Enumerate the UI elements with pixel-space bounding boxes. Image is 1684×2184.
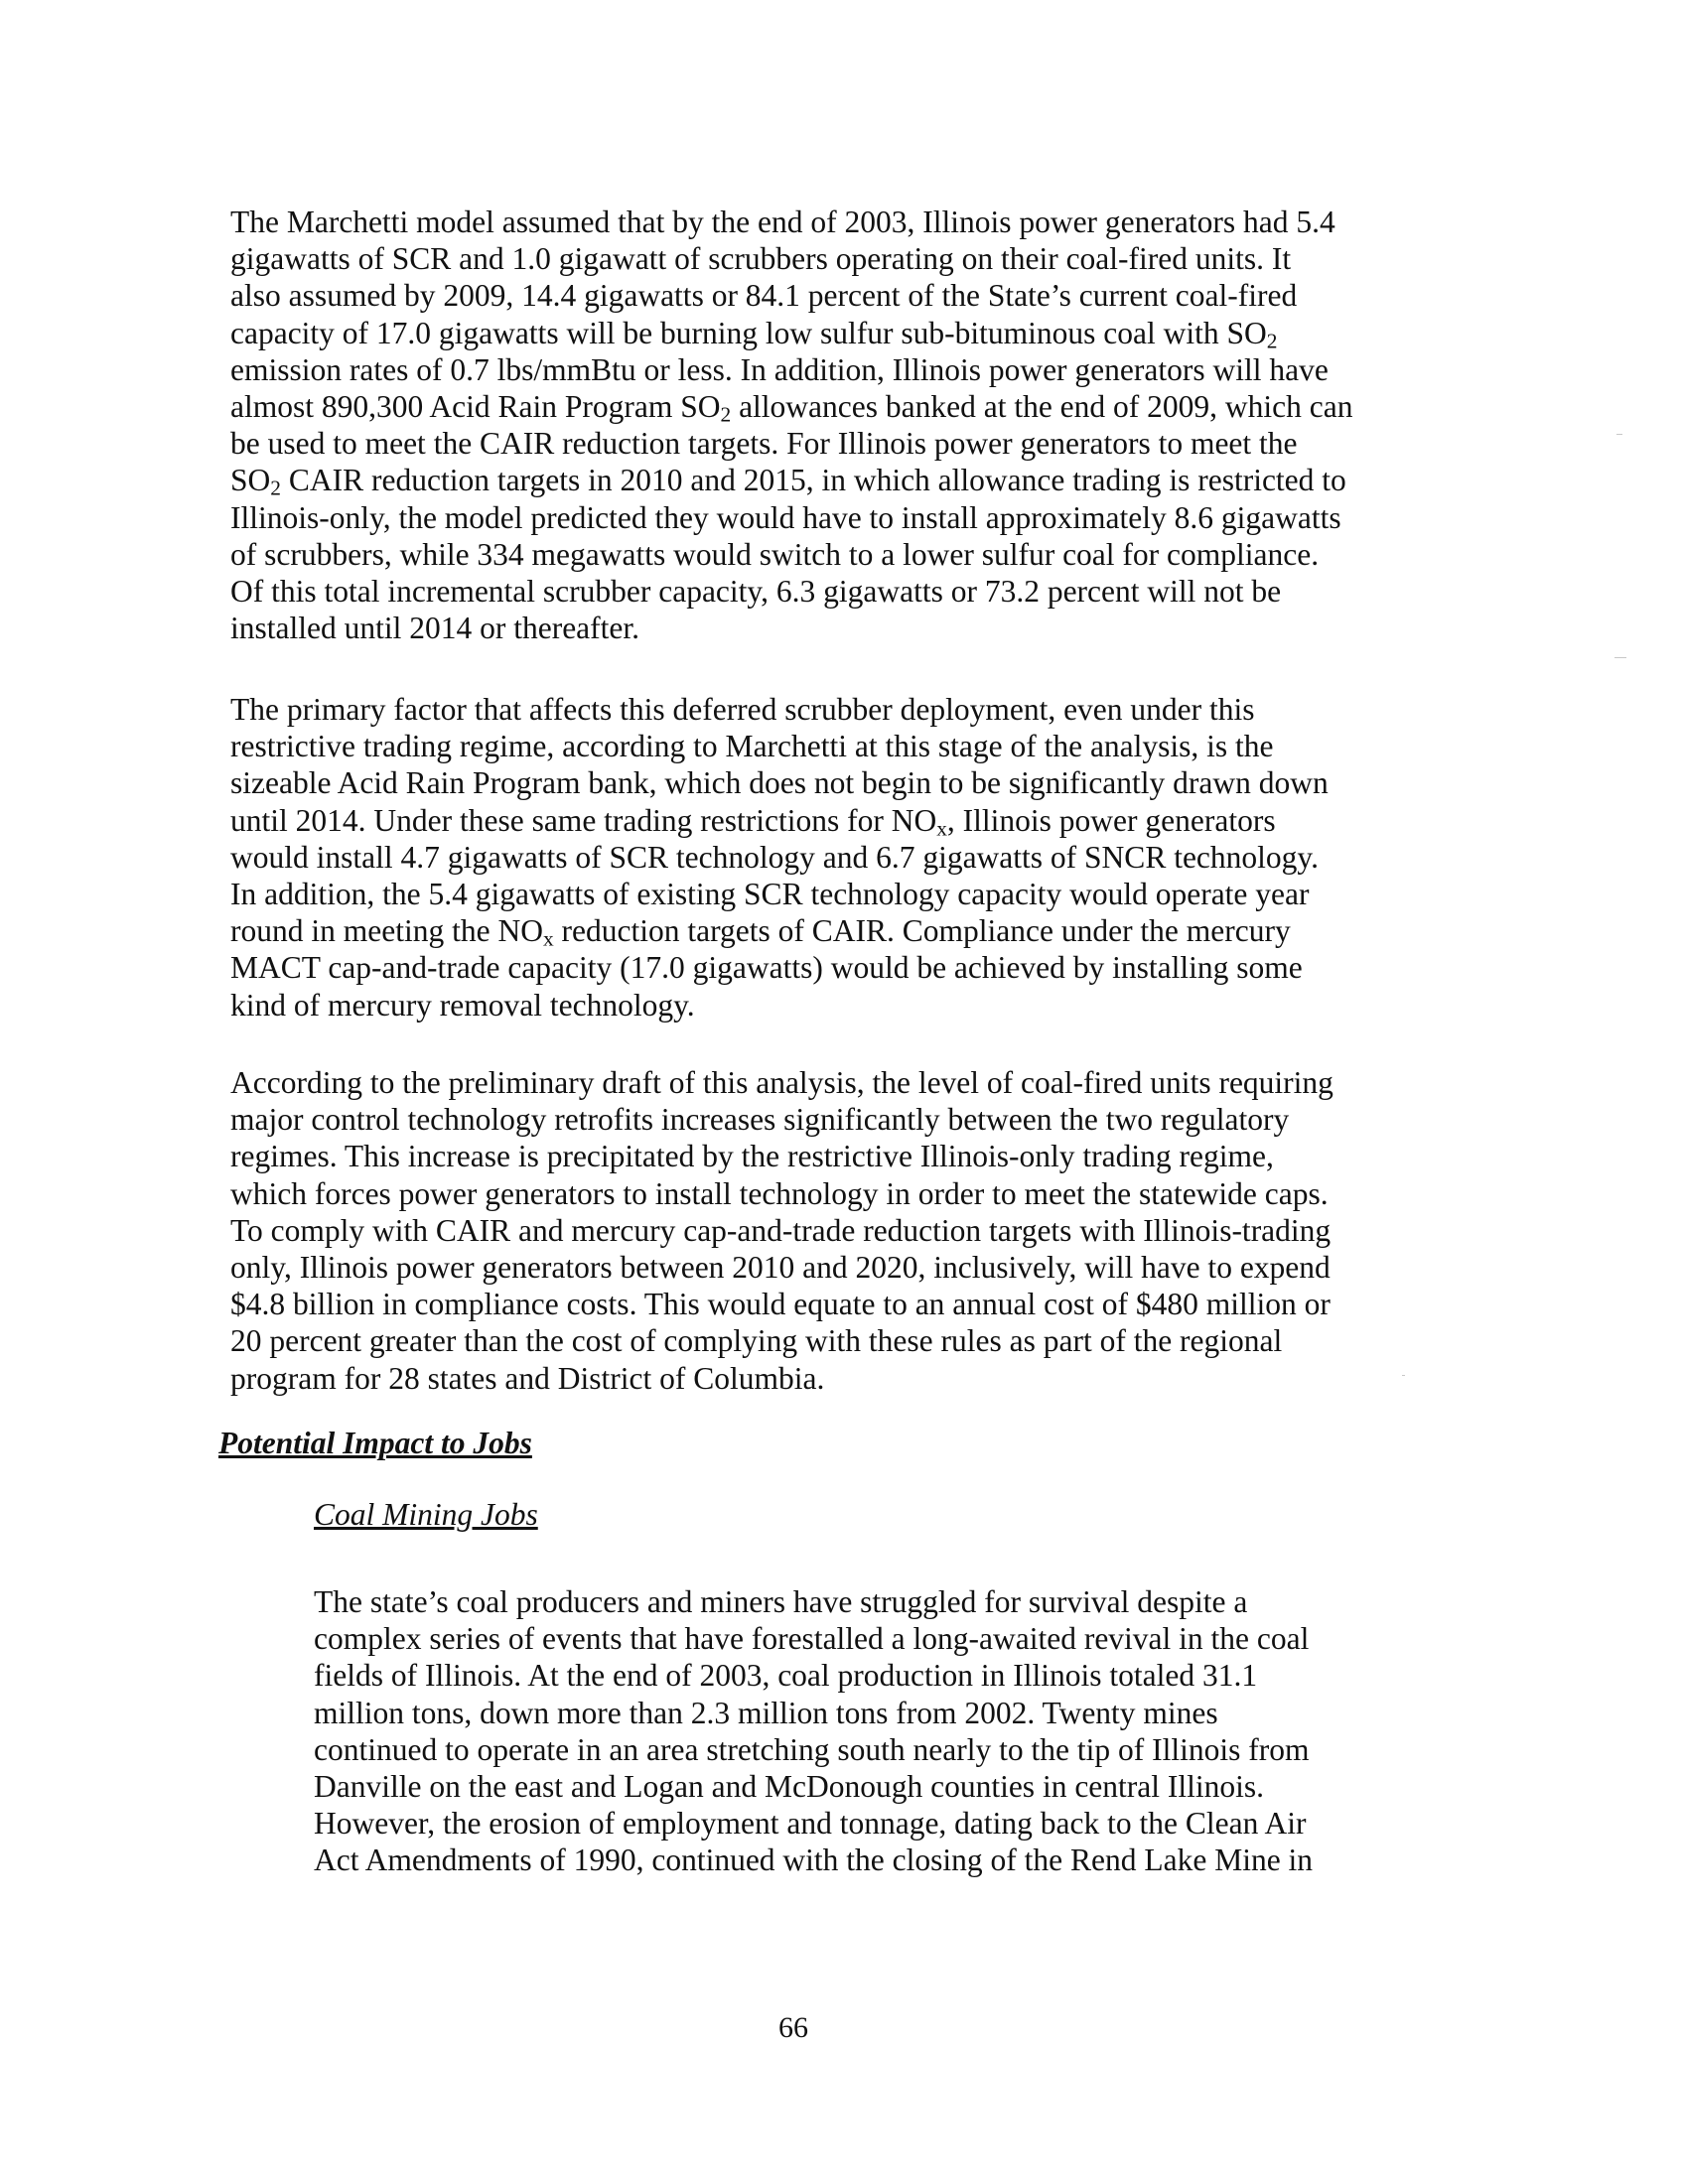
text-segment: round in meeting the NO: [230, 913, 543, 949]
paragraph-coal-producers: [314, 1583, 1313, 1879]
text-line: [314, 1731, 1313, 1768]
text-line: [230, 949, 1329, 986]
text-segment: emission rates of 0.7 lbs/mmBtu or less. In addition, Illinois power generators will have: [230, 351, 1329, 387]
subscript: x: [542, 926, 554, 951]
text-segment: Illinois-only, the model predicted they would have to install approximately 8.6 gigawatts: [230, 499, 1341, 535]
text-segment: almost 890,300 Acid Rain Program SO: [230, 389, 721, 425]
text-segment: capacity of 17.0 gigawatts will be burning low sulfur sub-bituminous coal with SO: [230, 315, 1267, 350]
paragraph-preliminary-draft: [230, 1064, 1333, 1397]
text-segment: until 2014. Under these same trading restrictions for NO: [230, 802, 937, 838]
text-line: [230, 728, 1329, 764]
scan-speck: [1614, 657, 1626, 658]
text-segment: restrictive trading regime, according to Marchetti at this stage of the analysis, is the: [230, 729, 1274, 764]
text-segment: However, the erosion of employment and tonnage, dating back to the Clean Air: [314, 1806, 1307, 1842]
text-segment: allowances banked at the end of 2009, which can: [731, 389, 1353, 425]
text-line: [230, 1249, 1333, 1286]
text-line: [230, 691, 1329, 728]
text-line: [230, 462, 1352, 501]
text-line: [314, 1805, 1313, 1842]
text-segment: reduction targets of CAIR. Compliance under the mercury: [553, 913, 1291, 949]
text-segment: would install 4.7 gigawatts of SCR technology and 6.7 gigawatts of SNCR technology.: [230, 839, 1319, 875]
text-line: [230, 204, 1352, 240]
text-segment: gigawatts of SCR and 1.0 gigawatt of scrubbers operating on their coal-fired units. It: [230, 241, 1292, 277]
text-line: [230, 912, 1329, 949]
text-segment: major control technology retrofits increases significantly between the two regulatory: [230, 1102, 1290, 1138]
text-segment: sizeable Acid Rain Program bank, which does not begin to be significantly drawn down: [230, 765, 1329, 801]
text-line: [230, 1064, 1333, 1101]
text-line: [314, 1657, 1313, 1694]
text-segment: 20 percent greater than the cost of complying with these rules as part of the regional: [230, 1323, 1283, 1359]
text-segment: CAIR reduction targets in 2010 and 2015, in which allowance trading is restricted to: [280, 463, 1346, 498]
text-line: [230, 1286, 1333, 1322]
text-line: [230, 536, 1352, 573]
text-segment: complex series of events that have forestalled a long-awaited revival in the coal: [314, 1621, 1310, 1657]
text-segment: which forces power generators to install technology in order to meet the statewide caps.: [230, 1175, 1329, 1211]
text-segment: also assumed by 2009, 14.4 gigawatts or 84.1 percent of the State’s current coal-fired: [230, 278, 1298, 314]
text-segment: be used to meet the CAIR reduction targets. For Illinois power generators to meet the: [230, 426, 1298, 462]
text-segment: Act Amendments of 1990, continued with the closing of the Rend Lake Mine in: [314, 1843, 1314, 1878]
text-segment: Of this total incremental scrubber capacity, 6.3 gigawatts or 73.2 percent will not be: [230, 574, 1282, 610]
scan-speck: [1616, 434, 1622, 435]
text-segment: of scrubbers, while 334 megawatts would switch to a lower sulfur coal for compliance.: [230, 536, 1320, 572]
text-line: [230, 315, 1352, 351]
text-line: [314, 1620, 1313, 1657]
text-segment: The state’s coal producers and miners have struggled for survival despite a: [314, 1584, 1248, 1619]
text-segment: The primary factor that affects this deferred scrubber deployment, even under this: [230, 692, 1255, 727]
text-line: [230, 351, 1352, 388]
subscript: 2: [270, 477, 281, 501]
text-segment: million tons, down more than 2.3 million tons from 2002. Twenty mines: [314, 1695, 1218, 1730]
section-subheading: Coal Mining Jobs: [314, 1497, 538, 1532]
text-line: [230, 802, 1329, 839]
paragraph-marchetti-model: [230, 204, 1352, 646]
subscript: x: [936, 816, 947, 841]
text-segment: SO: [230, 463, 271, 498]
subscript: 2: [720, 402, 732, 427]
text-line: [314, 1768, 1313, 1805]
text-segment: program for 28 states and District of Columbia.: [230, 1360, 825, 1396]
text-segment: only, Illinois power generators between 2010 and 2020, inclusively, will have to expend: [230, 1250, 1331, 1286]
text-segment: MACT cap-and-trade capacity (17.0 gigawatts) would be achieved by installing some: [230, 950, 1303, 986]
text-line: [230, 1175, 1333, 1212]
text-segment: fields of Illinois. At the end of 2003, coal production in Illinois totaled 31.1: [314, 1658, 1258, 1694]
text-line: [230, 839, 1329, 876]
text-line: [230, 499, 1352, 536]
text-segment: kind of mercury removal technology.: [230, 987, 695, 1023]
text-segment: , Illinois power generators: [946, 802, 1276, 838]
text-line: [314, 1583, 1313, 1620]
section-heading: Potential Impact to Jobs: [218, 1426, 532, 1460]
text-line: [230, 764, 1329, 801]
text-line: [230, 610, 1352, 646]
text-line: [230, 277, 1352, 314]
text-line: [314, 1695, 1313, 1731]
text-line: [314, 1842, 1313, 1878]
text-line: [230, 388, 1352, 425]
text-segment: $4.8 billion in compliance costs. This would equate to an annual cost of $480 million or: [230, 1287, 1331, 1322]
text-line: [230, 1101, 1333, 1138]
text-segment: Danville on the east and Logan and McDonough counties in central Illinois.: [314, 1769, 1265, 1805]
text-segment: To comply with CAIR and mercury cap-and-trade reduction targets with Illinois-trading: [230, 1212, 1332, 1248]
text-segment: In addition, the 5.4 gigawatts of existing SCR technology capacity would operate year: [230, 877, 1310, 912]
text-line: [230, 987, 1329, 1024]
text-segment: installed until 2014 or thereafter.: [230, 611, 640, 646]
text-segment: According to the preliminary draft of this analysis, the level of coal-fired units requiring: [230, 1065, 1333, 1100]
text-line: [230, 1138, 1333, 1174]
text-line: [230, 573, 1352, 610]
text-segment: continued to operate in an area stretching south nearly to the tip of Illinois from: [314, 1731, 1310, 1767]
text-line: [230, 425, 1352, 462]
text-line: [230, 1322, 1333, 1359]
text-segment: The Marchetti model assumed that by the end of 2003, Illinois power generators had 5.4: [230, 205, 1335, 239]
text-segment: regimes. This increase is precipitated by the restrictive Illinois-only trading regime,: [230, 1139, 1274, 1174]
page-number: 66: [778, 2011, 808, 2044]
text-line: [230, 240, 1352, 277]
text-line: [230, 1212, 1333, 1249]
text-line: [230, 876, 1329, 912]
text-line: [230, 1360, 1333, 1397]
subscript: 2: [1266, 329, 1278, 353]
paragraph-deferred-scrubber: [230, 691, 1329, 1024]
scan-speck: [1402, 1375, 1405, 1376]
